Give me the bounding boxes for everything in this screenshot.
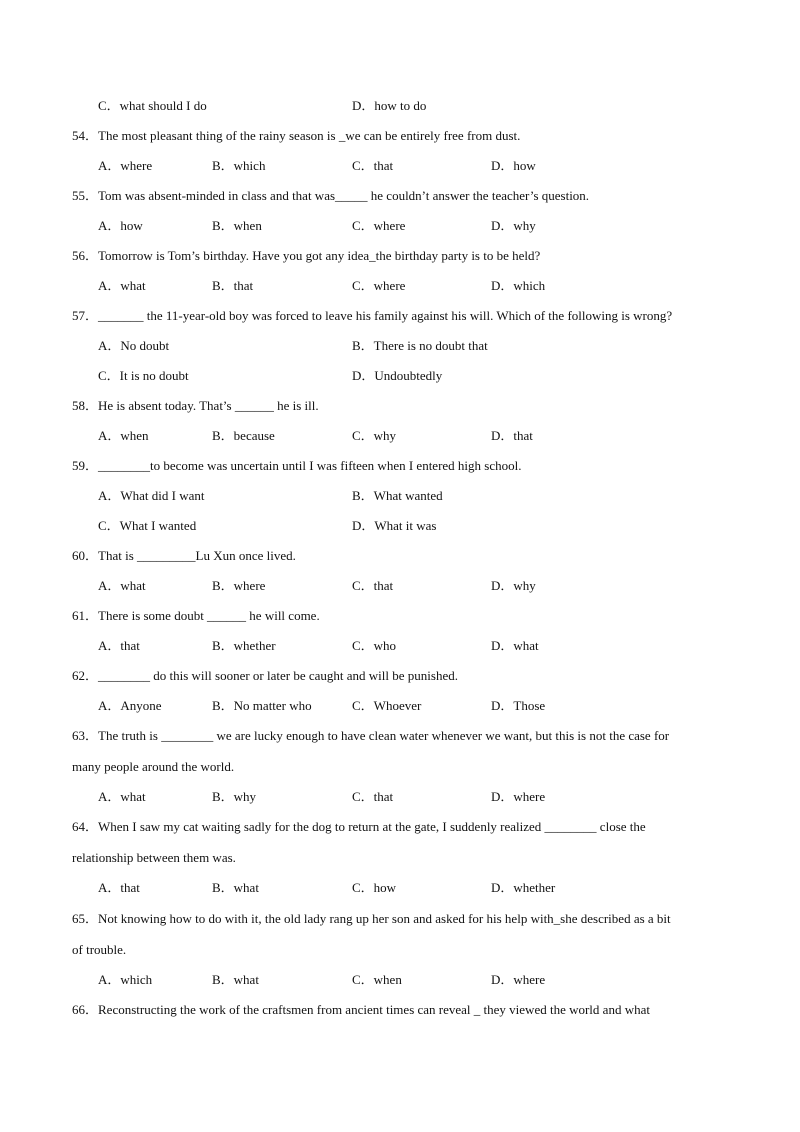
question-number: 54． xyxy=(72,128,99,143)
option-b[interactable]: B．which xyxy=(212,158,266,173)
option-c[interactable]: C．how xyxy=(352,880,397,895)
question-59-stem xyxy=(72,459,521,474)
option-c[interactable]: C．Whoever xyxy=(352,698,422,713)
option-b[interactable]: B．what xyxy=(212,972,259,987)
option-a[interactable]: A．when xyxy=(98,428,149,443)
question-56-stem xyxy=(72,249,540,264)
option-c[interactable]: C．what should I do xyxy=(98,98,207,113)
option-b[interactable]: B．What wanted xyxy=(352,488,443,503)
option-c[interactable]: C．when xyxy=(352,972,402,987)
option-c[interactable]: C．who xyxy=(352,638,397,653)
option-c[interactable]: C．What I wanted xyxy=(98,518,197,533)
question-text: He is absent today. That’s ______ he is ill. xyxy=(98,398,319,413)
question-text: _______ the 11-year-old boy was forced to leave his family against his will. Which of the following is wrong? xyxy=(98,308,673,323)
question-text: ________to become was uncertain until I was fifteen when I entered high school. xyxy=(98,458,522,473)
option-d[interactable]: D．why xyxy=(491,578,536,593)
question-number: 58． xyxy=(72,398,99,413)
option-c[interactable]: C．that xyxy=(352,578,394,593)
option-b[interactable]: B．because xyxy=(212,428,275,443)
option-d[interactable]: D．what xyxy=(491,638,539,653)
option-d[interactable]: D．where xyxy=(491,789,546,804)
question-number: 64． xyxy=(72,819,99,834)
question-66-stem xyxy=(72,1003,650,1018)
option-b[interactable]: B．that xyxy=(212,278,254,293)
question-65-stem-continued: of trouble. xyxy=(72,942,127,957)
option-a[interactable]: A．what xyxy=(98,278,146,293)
question-number: 65． xyxy=(72,911,99,926)
question-text: Tomorrow is Tom’s birthday. Have you got any idea_the birthday party is to be held? xyxy=(98,248,541,263)
option-b[interactable]: B．what xyxy=(212,880,259,895)
question-text: The most pleasant thing of the rainy season is _we can be entirely free from dust. xyxy=(98,128,521,143)
option-a[interactable]: A．which xyxy=(98,972,153,987)
question-text: There is some doubt ______ he will come. xyxy=(98,608,320,623)
option-d[interactable]: D．how to do xyxy=(352,98,427,113)
question-text: ________ do this will sooner or later be caught and will be punished. xyxy=(98,668,458,683)
option-c[interactable]: C．why xyxy=(352,428,397,443)
question-57-stem xyxy=(72,309,672,324)
question-text: When I saw my cat waiting sadly for the dog to return at the gate, I suddenly realized ________ close the xyxy=(98,819,646,834)
option-d[interactable]: D．why xyxy=(491,218,536,233)
option-b[interactable]: B．why xyxy=(212,789,257,804)
option-b[interactable]: B．No matter who xyxy=(212,698,312,713)
option-a[interactable]: A．Anyone xyxy=(98,698,162,713)
option-d[interactable]: D．Those xyxy=(491,698,546,713)
question-number: 66． xyxy=(72,1002,99,1017)
option-a[interactable]: A．where xyxy=(98,158,153,173)
option-a[interactable]: A．that xyxy=(98,880,140,895)
question-number: 57． xyxy=(72,308,99,323)
option-a[interactable]: A．how xyxy=(98,218,143,233)
question-number: 62． xyxy=(72,668,99,683)
option-a[interactable]: A．What did I want xyxy=(98,488,205,503)
question-number: 60． xyxy=(72,548,99,563)
option-a[interactable]: A．that xyxy=(98,638,140,653)
question-number: 55． xyxy=(72,188,99,203)
option-c[interactable]: C．where xyxy=(352,278,406,293)
question-58-stem xyxy=(72,399,319,414)
option-a[interactable]: A．what xyxy=(98,789,146,804)
question-number: 56． xyxy=(72,248,99,263)
question-number: 61． xyxy=(72,608,99,623)
option-d[interactable]: D．that xyxy=(491,428,533,443)
option-d[interactable]: D．What it was xyxy=(352,518,437,533)
question-number: 63． xyxy=(72,728,99,743)
option-b[interactable]: B．There is no doubt that xyxy=(352,338,488,353)
question-63-stem-continued: many people around the world. xyxy=(72,759,235,774)
option-a[interactable]: A．what xyxy=(98,578,146,593)
question-65-stem xyxy=(72,912,671,927)
option-b[interactable]: B．whether xyxy=(212,638,276,653)
question-text: Not knowing how to do with it, the old lady rang up her son and asked for his help with_she described as a bit xyxy=(98,911,671,926)
option-d[interactable]: D．which xyxy=(491,278,546,293)
option-c[interactable]: C．that xyxy=(352,789,394,804)
question-text: Tom was absent-minded in class and that was_____ he couldn’t answer the teacher’s question. xyxy=(98,188,590,203)
option-c[interactable]: C．It is no doubt xyxy=(98,368,189,383)
option-a[interactable]: A．No doubt xyxy=(98,338,170,353)
question-64-stem xyxy=(72,820,646,835)
option-c[interactable]: C．that xyxy=(352,158,394,173)
option-d[interactable]: D．where xyxy=(491,972,546,987)
option-b[interactable]: B．where xyxy=(212,578,266,593)
option-b[interactable]: B．when xyxy=(212,218,262,233)
question-64-stem-continued: relationship between them was. xyxy=(72,850,236,865)
question-text: That is _________Lu Xun once lived. xyxy=(98,548,296,563)
option-d[interactable]: D．Undoubtedly xyxy=(352,368,443,383)
question-61-stem xyxy=(72,609,320,624)
question-text: The truth is ________ we are lucky enough to have clean water whenever we want, but this is not the case for xyxy=(98,728,670,743)
question-60-stem xyxy=(72,549,296,564)
question-63-stem xyxy=(72,729,669,744)
question-text: Reconstructing the work of the craftsmen from ancient times can reveal _ they viewed the world and what xyxy=(98,1002,650,1017)
question-55-stem xyxy=(72,189,589,204)
option-d[interactable]: D．whether xyxy=(491,880,556,895)
question-54-stem xyxy=(72,129,520,144)
question-62-stem xyxy=(72,669,458,684)
option-c[interactable]: C．where xyxy=(352,218,406,233)
question-number: 59． xyxy=(72,458,99,473)
option-d[interactable]: D．how xyxy=(491,158,536,173)
